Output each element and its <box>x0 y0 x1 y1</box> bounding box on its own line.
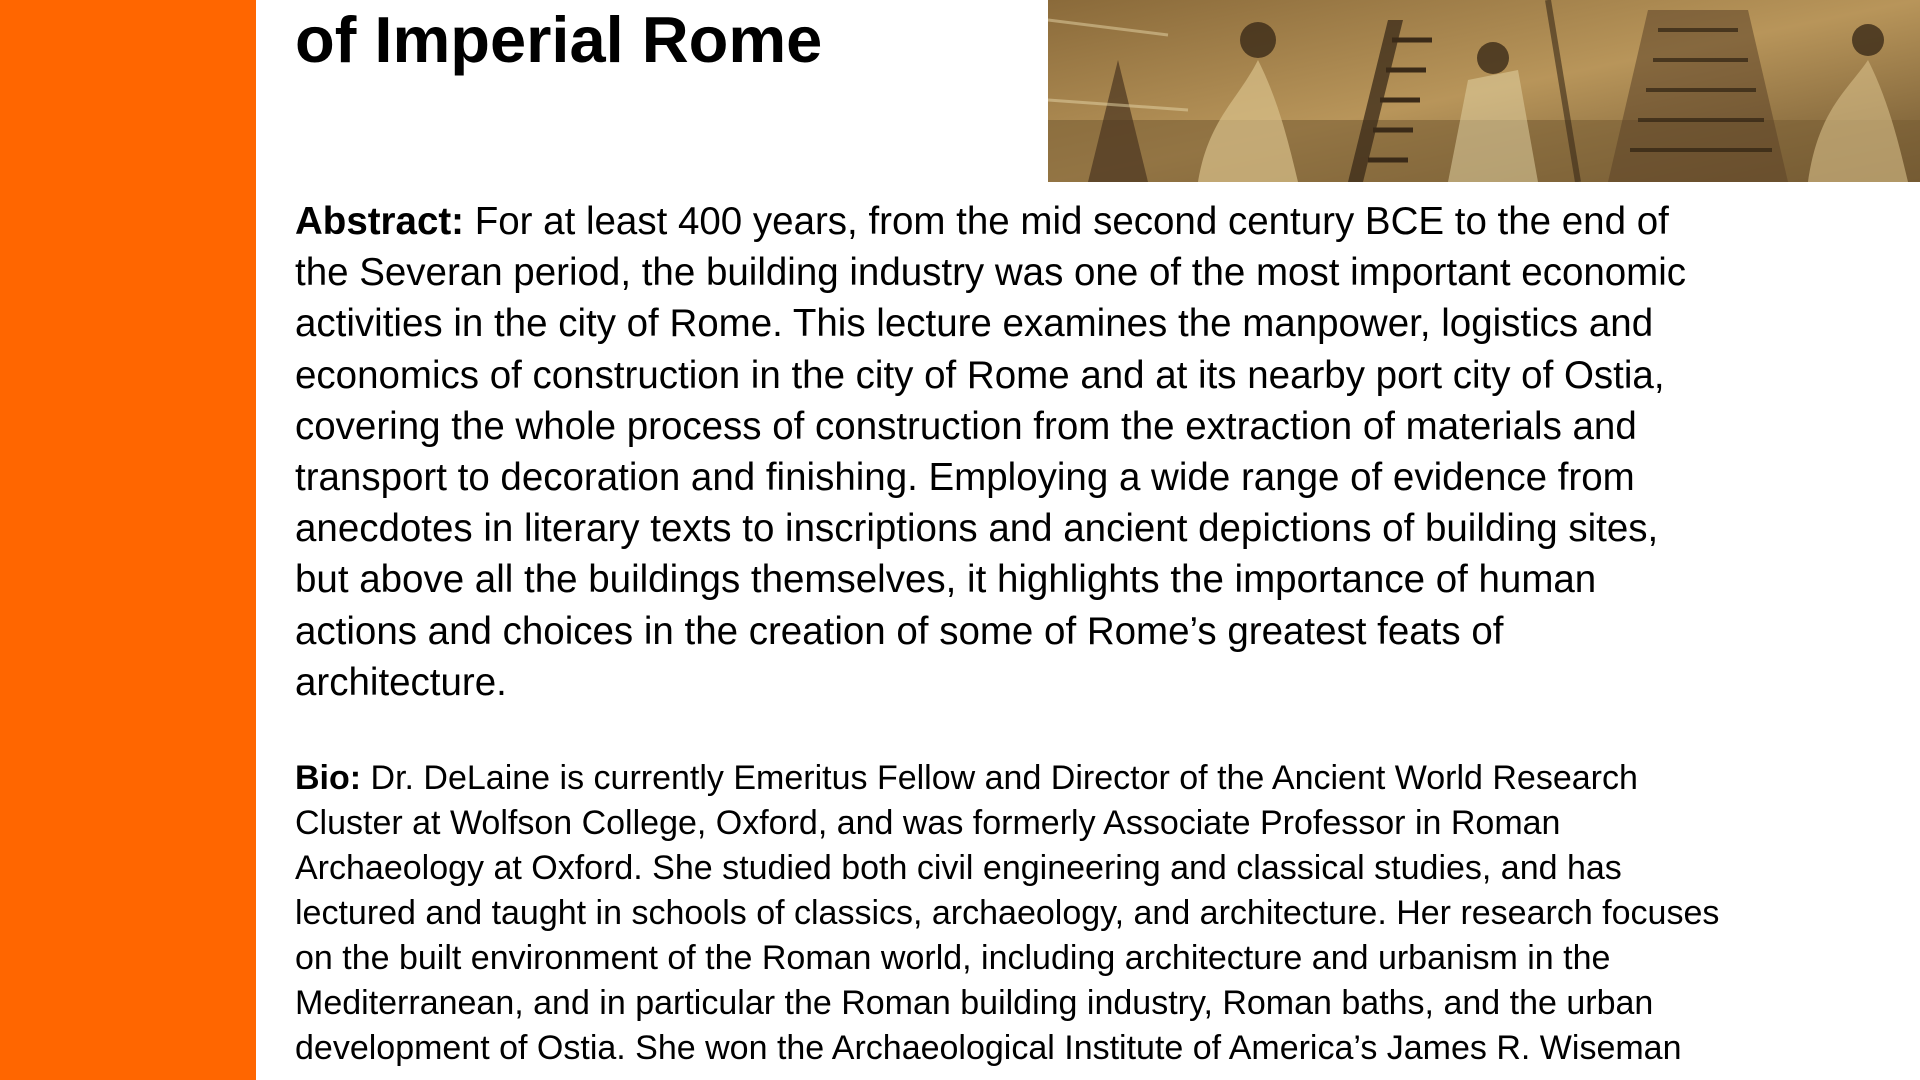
abstract-line-9: actions and choices in the creation of some of Rome’s greatest feats of <box>295 609 1504 653</box>
abstract-paragraph <box>295 196 1895 708</box>
abstract-line-10: architecture. <box>295 660 507 704</box>
page-title: of Imperial Rome <box>295 3 823 76</box>
bio-line-5: on the built environment of the Roman world, including architecture and urbanism in the <box>295 939 1611 977</box>
abstract-line-7: anecdotes in literary texts to inscriptions and ancient depictions of building sites, <box>295 507 1659 551</box>
abstract-line-1: Abstract: For at least 400 years, from the mid second century BCE to the end of <box>295 200 1669 243</box>
bio-paragraph <box>295 756 1905 1071</box>
bio-line-2: Cluster at Wolfson College, Oxford, and was formerly Associate Professor in Roman <box>295 804 1561 842</box>
bio-label: Bio: <box>295 759 362 797</box>
bio-line-3: Archaeology at Oxford. She studied both civil engineering and classical studies, and has <box>295 849 1622 887</box>
bio-line-1: Bio: Dr. DeLaine is currently Emeritus Fellow and Director of the Ancient World Research <box>295 759 1638 797</box>
abstract-line-3: activities in the city of Rome. This lecture examines the manpower, logistics and <box>295 302 1654 346</box>
bio-line-7: development of Ostia. She won the Archaeological Institute of America’s James R. Wiseman <box>295 1029 1682 1067</box>
abstract-line-6: transport to decoration and finishing. Employing a wide range of evidence from <box>295 456 1635 500</box>
abstract-line-4: economics of construction in the city of Rome and at its nearby port city of Ostia, <box>295 353 1665 397</box>
bio-line-6: Mediterranean, and in particular the Roman building industry, Roman baths, and the urban <box>295 984 1654 1022</box>
orange-sidebar <box>0 0 256 1080</box>
bio-line-4: lectured and taught in schools of classics, archaeology, and architecture. Her research focuses <box>295 894 1720 932</box>
abstract-line-8: but above all the buildings themselves, it highlights the importance of human <box>295 558 1597 602</box>
abstract-label: Abstract: <box>295 200 465 243</box>
roman-fresco-image <box>1048 0 1920 182</box>
abstract-line-5: covering the whole process of construction from the extraction of materials and <box>295 404 1637 448</box>
abstract-line-2: the Severan period, the building industry was one of the most important economic <box>295 251 1687 295</box>
